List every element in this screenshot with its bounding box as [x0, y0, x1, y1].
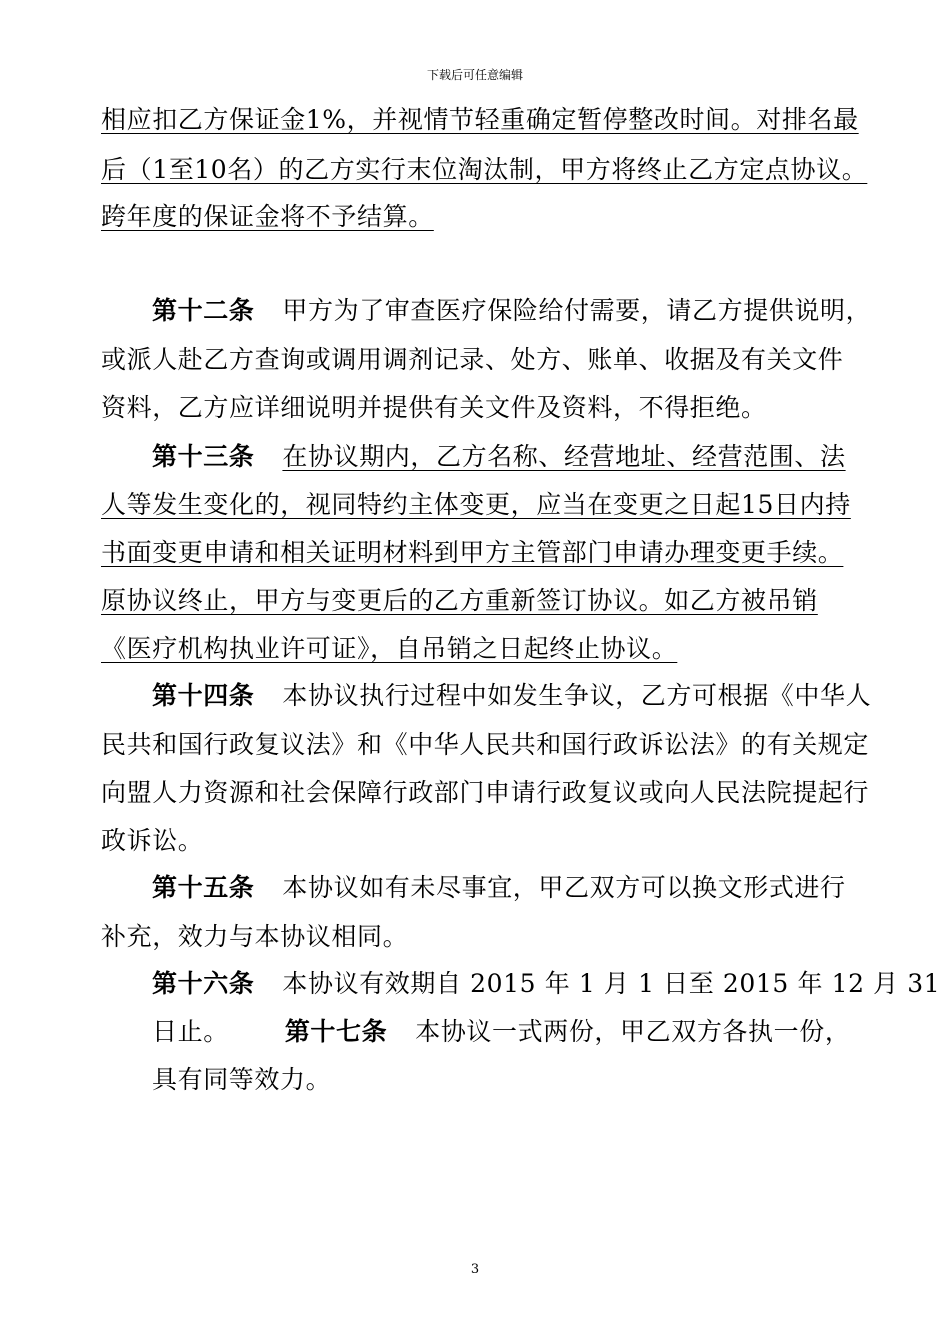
text-span: 在协议期内，乙方名称、经营地址、经营范围、法 [282, 442, 846, 471]
article-12-first-line [152, 294, 871, 328]
article-12-title: 第十二条 [152, 296, 255, 325]
text-span: 本协议如有未尽事宜，甲乙双方可以换文形式进行 [282, 873, 846, 902]
text-line: 后（1至10名）的乙方实行末位淘汰制，甲方将终止乙方定点协议。 [101, 155, 868, 184]
article-14-first-line [152, 679, 871, 713]
text-span: 日止。 [152, 1017, 229, 1046]
article-16-title: 第十六条 [152, 969, 255, 998]
page-header: 下载后可任意编辑 [426, 68, 523, 82]
text-line: 或派人赴乙方查询或调用调剂记录、处方、账单、收据及有关文件 [101, 345, 844, 374]
text-line: 政诉讼。 [101, 826, 204, 855]
text-span: 本协议一式两份，甲乙双方各执一份， [415, 1017, 851, 1046]
text-line: 向盟人力资源和社会保障行政部门申请行政复议或向人民法院提起行 [101, 778, 870, 807]
article-13-first-line [152, 440, 846, 474]
text-span: 甲方为了审查医疗保险给付需要，请乙方提供说明， [282, 296, 872, 325]
text-line: 人等发生变化的，视同特约主体变更，应当在变更之日起15日内持 [101, 490, 851, 519]
page-number: 3 [470, 1262, 480, 1277]
article-14-title: 第十四条 [152, 681, 255, 710]
text-line: 跨年度的保证金将不予结算。 [101, 202, 434, 231]
text-line: 相应扣乙方保证金1%，并视情节轻重确定暂停整改时间。对排名最 [101, 105, 859, 134]
article-17-title: 第十七条 [284, 1017, 388, 1046]
text-line: 原协议终止，甲方与变更后的乙方重新签订协议。如乙方被吊销 [101, 586, 818, 615]
text-line: 资料，乙方应详细说明并提供有关文件及资料，不得拒绝。 [101, 393, 767, 422]
text-span: 本协议执行过程中如发生争议，乙方可根据《中华人 [282, 681, 872, 710]
text-line: 《医疗机构执业许可证》，自吊销之日起终止协议。 [101, 634, 678, 663]
article-15-title: 第十五条 [152, 873, 255, 902]
text-line: 补充，效力与本协议相同。 [101, 922, 409, 951]
article-16-17-line [152, 1015, 850, 1049]
text-span: 本协议有效期自 2015 年 1 月 1 日至 2015 年 12 月 31 [282, 969, 941, 998]
article-15-first-line [152, 871, 846, 905]
text-line: 书面变更申请和相关证明材料到甲方主管部门申请办理变更手续。 [101, 538, 844, 567]
article-16-first-line [152, 967, 940, 1001]
text-line: 具有同等效力。 [152, 1065, 332, 1094]
text-line: 民共和国行政复议法》和《中华人民共和国行政诉讼法》的有关规定 [101, 730, 870, 759]
article-13-title: 第十三条 [152, 442, 255, 471]
